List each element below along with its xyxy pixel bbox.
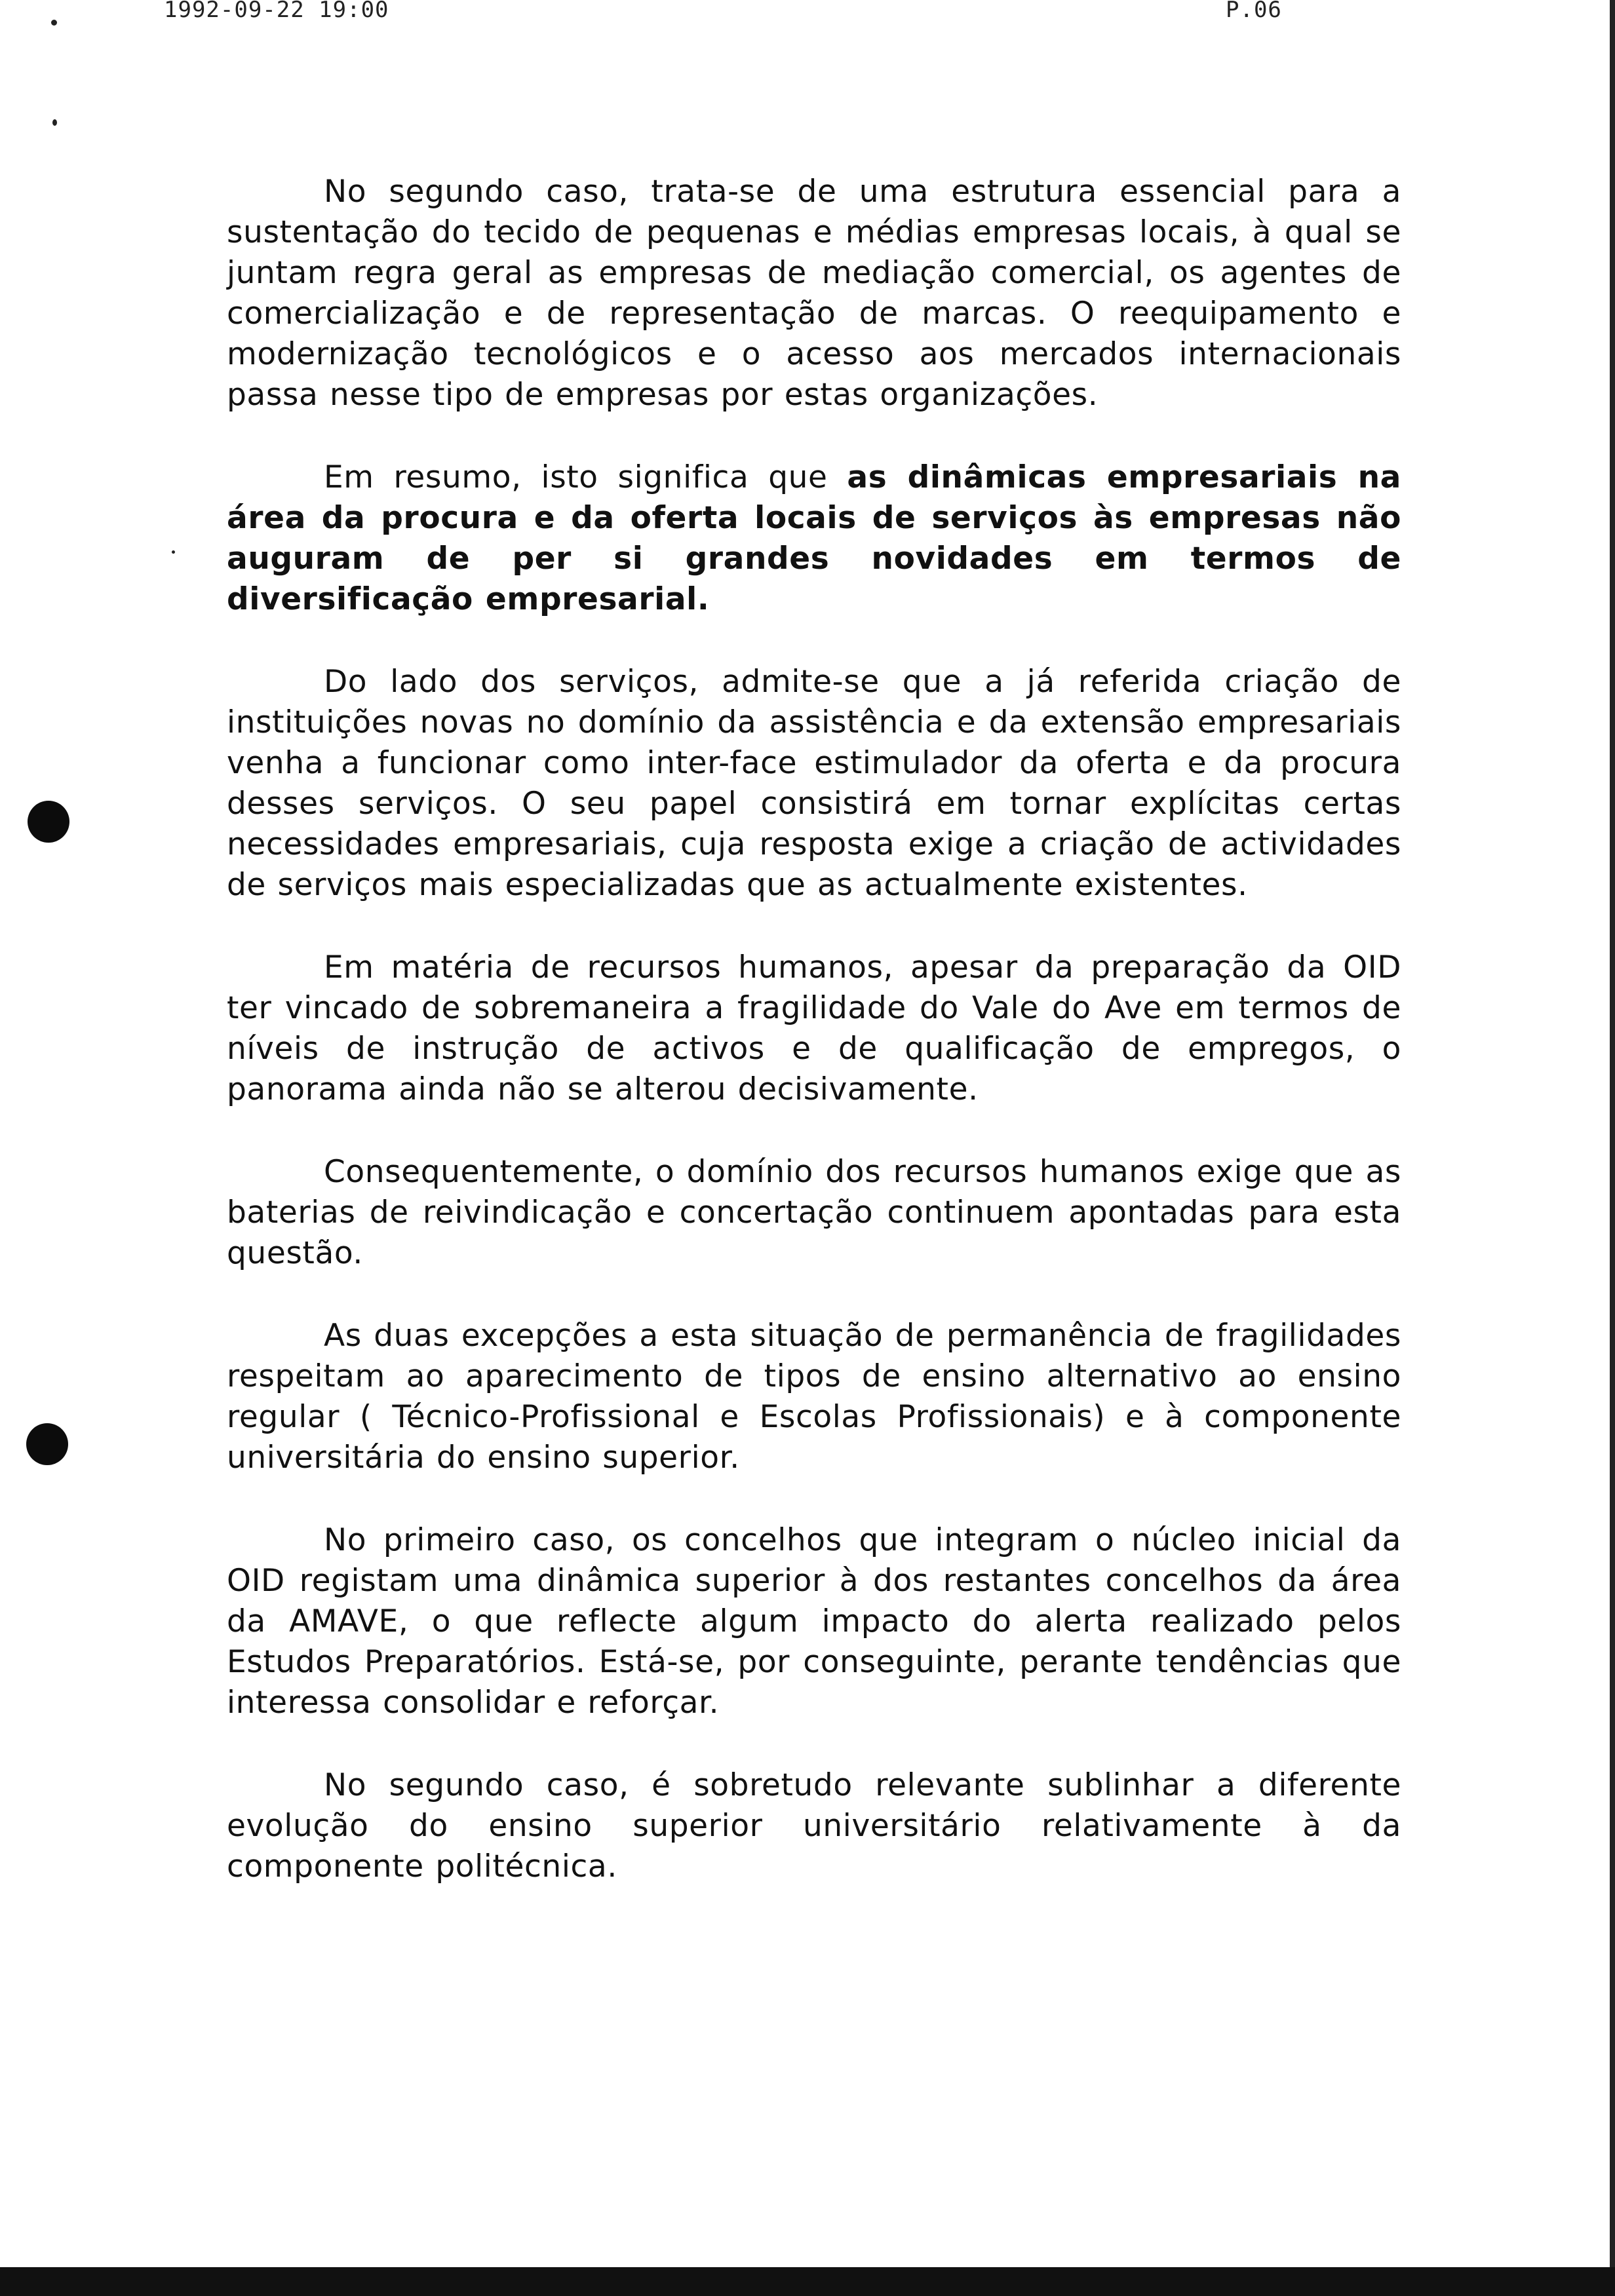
paragraph-emphasis bbox=[227, 457, 1401, 620]
scan-speck bbox=[52, 119, 57, 126]
fax-timestamp: 1992-09-22 19:00 bbox=[164, 0, 389, 23]
punch-hole bbox=[28, 801, 69, 843]
paragraph: Em matéria de recursos humanos, apesar da preparação da OID ter vincado de sobremaneira a fragilidade do Vale do Ave em termos de níveis de instrução de activos e de qualificação de empregos, o panorama ainda não se alterou decisivamente. bbox=[227, 949, 1401, 1107]
scan-edge-bottom bbox=[0, 2267, 1615, 2296]
paragraph: No primeiro caso, os concelhos que integram o núcleo inicial da OID registam uma dinâmica superior à dos restantes concelhos da área da AMAVE, o que reflecte algum impacto do alerta realizado pelos Estudos Preparatórios. Está-se, por conseguinte, perante tendências que interessa consolidar e reforçar. bbox=[227, 1522, 1401, 1721]
fax-page-number: P.06 bbox=[1226, 0, 1282, 23]
paragraph: No segundo caso, trata-se de uma estrutura essencial para a sustentação do tecido de pequenas e médias empresas locais, à qual se juntam regra geral as empresas de mediação comercial, os agentes de comercialização e de representação de marcas. O reequipamento e modernização tecnológicos e o acesso aos mercados internacionais passa nesse tipo de empresas por estas organizações. bbox=[227, 174, 1401, 413]
scan-speck bbox=[51, 20, 57, 26]
paragraph: As duas excepções a esta situação de permanência de fragilidades respeitam ao aparecimento de tipos de ensino alternativo ao ensino regular ( Técnico-Profissional e Escolas Profissionais) e à componente universitária do ensino superior. bbox=[227, 1318, 1401, 1476]
scan-speck bbox=[172, 550, 175, 554]
paragraph-lead-in: Em resumo, isto significa que bbox=[324, 459, 847, 495]
paragraph: Consequentemente, o domínio dos recursos humanos exige que as baterias de reivindicação e concertação continuem apontadas para esta questão. bbox=[227, 1154, 1401, 1271]
paragraph: Do lado dos serviços, admite-se que a já referida criação de instituições novas no domínio da assistência e da extensão empresariais venha a funcionar como inter-face estimulador da oferta e da procura desses serviços. O seu papel consistirá em tornar explícitas certas necessidades empresariais, cuja resposta exige a criação de actividades de serviços mais especializadas que as actualmente existentes. bbox=[227, 664, 1401, 903]
document-body bbox=[227, 172, 1401, 1929]
scan-edge-right bbox=[1610, 0, 1615, 2274]
paragraph-bold-text: as dinâmicas empresariais na área da procura e da oferta locais de serviços às empresas não auguram de per si grandes novidades em termos de diversificação empresarial. bbox=[227, 459, 1401, 617]
punch-hole bbox=[26, 1423, 68, 1465]
paragraph: No segundo caso, é sobretudo relevante sublinhar a diferente evolução do ensino superior universitário relativamente à da componente politécnica. bbox=[227, 1767, 1401, 1885]
